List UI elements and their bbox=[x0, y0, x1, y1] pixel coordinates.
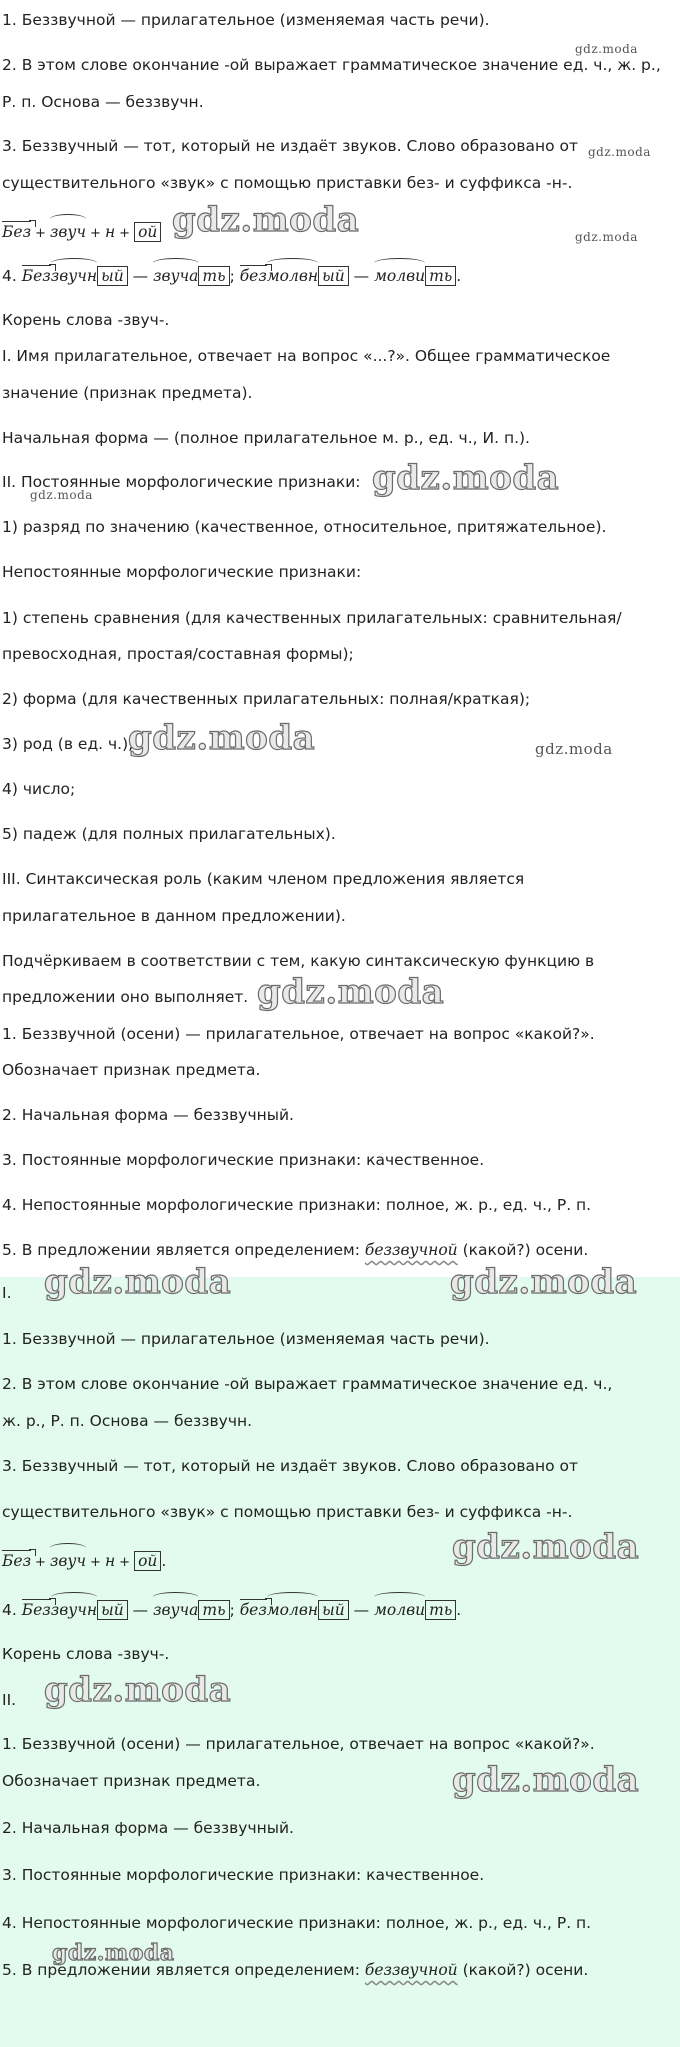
text-line: Непостоянные морфологические признаки: bbox=[2, 563, 362, 581]
suffix-morpheme: н bbox=[104, 1552, 116, 1570]
section-heading: II. bbox=[2, 1691, 17, 1709]
underlined-word: беззвучной bbox=[364, 1241, 458, 1259]
root-morpheme: звуч bbox=[50, 218, 86, 242]
ending-morpheme: ой bbox=[134, 1551, 161, 1571]
root-morpheme: звучн bbox=[51, 1596, 97, 1620]
text-line: предложении оно выполняет. bbox=[2, 988, 249, 1006]
watermark-logo: gdz.moda bbox=[128, 718, 316, 758]
watermark-logo: gdz.moda bbox=[452, 1527, 640, 1567]
section-heading: I. bbox=[2, 1284, 12, 1302]
root-morpheme: звуч bbox=[50, 1547, 86, 1571]
stem-morpheme: звуча bbox=[153, 262, 198, 286]
morpheme-breakdown: Без + звуч + н + ой . bbox=[2, 1547, 166, 1573]
text-line: 1) степень сравнения (для качественных прилагательных: сравнительная/ bbox=[2, 609, 622, 627]
stem-morpheme: звуча bbox=[153, 1596, 198, 1620]
definition-tail: (какой?) осени. bbox=[462, 1961, 589, 1979]
ending-morpheme: ть bbox=[425, 266, 456, 286]
stem-morpheme: молви bbox=[374, 1596, 425, 1620]
definition-tail: (какой?) осени. bbox=[462, 1241, 589, 1259]
text-line: Р. п. Основа — беззвучн. bbox=[2, 93, 204, 111]
ending-morpheme: ый bbox=[318, 1600, 349, 1620]
root-morpheme: молвн bbox=[267, 262, 318, 286]
text-line: 2. Начальная форма — беззвучный. bbox=[2, 1106, 294, 1124]
ending-morpheme: ый bbox=[318, 266, 349, 286]
text-line: Обозначает признак предмета. bbox=[2, 1061, 261, 1079]
text-line: Корень слова -звуч-. bbox=[2, 311, 170, 329]
watermark-logo: gdz.moda bbox=[30, 488, 93, 502]
text-line: 2. В этом слове окончание -ой выражает грамматическое значение ед. ч., ж. р., bbox=[2, 56, 661, 74]
word-analysis: 4. Беззвучн ый — звуча ть ; безмолвн ый — молви ть . bbox=[2, 1596, 461, 1620]
text-line: 2. Начальная форма — беззвучный. bbox=[2, 1819, 294, 1837]
text-line: 5) падеж (для полных прилагательных). bbox=[2, 825, 336, 843]
text-line: прилагательное в данном предложении). bbox=[2, 907, 346, 925]
text-line: значение (признак предмета). bbox=[2, 384, 253, 402]
text-line: существительного «звук» с помощью приставки без- и суффикса -н-. bbox=[2, 1503, 573, 1521]
text-line: II. Постоянные морфологические признаки: bbox=[2, 473, 361, 491]
watermark-logo: gdz.moda bbox=[575, 42, 638, 56]
watermark-logo: gdz.moda bbox=[52, 1940, 175, 1966]
text-line: 3. Беззвучный — тот, который не издаёт звуков. Слово образовано от bbox=[2, 1457, 579, 1475]
text-line: 4) число; bbox=[2, 780, 76, 798]
ending-morpheme: ть bbox=[198, 266, 229, 286]
text-line: Корень слова -звуч-. bbox=[2, 1645, 170, 1663]
prefix-morpheme: без bbox=[239, 1601, 267, 1619]
prefix-morpheme: Без bbox=[21, 267, 51, 285]
item-number: 4. bbox=[2, 267, 17, 285]
text-line: 1. Беззвучной — прилагательное (изменяемая часть речи). bbox=[2, 11, 490, 29]
text-line: 1. Беззвучной — прилагательное (изменяемая часть речи). bbox=[2, 1330, 490, 1348]
text-line: 3. Беззвучный — тот, который не издаёт звуков. Слово образовано от bbox=[2, 137, 579, 155]
stem-morpheme: молви bbox=[374, 262, 425, 286]
morpheme-breakdown: Без + звуч + н + ой bbox=[2, 218, 161, 244]
text-line: существительного «звук» с помощью приставки без- и суффикса -н-. bbox=[2, 174, 573, 192]
text-line: Начальная форма — (полное прилагательное м. р., ед. ч., И. п.). bbox=[2, 429, 530, 447]
text-line: ж. р., Р. п. Основа — беззвучн. bbox=[2, 1412, 253, 1430]
definition-label: 5. В предложении является определением: bbox=[2, 1241, 360, 1259]
text-line: 2) форма (для качественных прилагательных: полная/краткая); bbox=[2, 690, 531, 708]
text-line: Обозначает признак предмета. bbox=[2, 1772, 261, 1790]
text-line: 2. В этом слове окончание -ой выражает грамматическое значение ед. ч., bbox=[2, 1375, 613, 1393]
watermark-logo: gdz.moda bbox=[172, 200, 360, 240]
text-line: 3) род (в ед. ч.); bbox=[2, 735, 134, 753]
word-analysis: 4. Беззвучн ый — звуча ть ; безмолвн ый — молви ть . bbox=[2, 262, 461, 286]
watermark-logo: gdz.moda bbox=[535, 740, 613, 758]
definition-label: 5. В предложении является определением: bbox=[2, 1961, 360, 1979]
ending-morpheme: ый bbox=[97, 1600, 128, 1620]
watermark-logo: gdz.moda bbox=[450, 1262, 638, 1302]
watermark-logo: gdz.moda bbox=[44, 1262, 232, 1302]
text-line: 4. Непостоянные морфологические признаки: полное, ж. р., ед. ч., Р. п. bbox=[2, 1196, 592, 1214]
text-line: 3. Постоянные морфологические признаки: качественное. bbox=[2, 1151, 485, 1169]
ending-morpheme: ый bbox=[97, 266, 128, 286]
text-line: 1. Беззвучной (осени) — прилагательное, отвечает на вопрос «какой?». bbox=[2, 1025, 595, 1043]
definition-line bbox=[2, 1240, 588, 1260]
text-line: 1) разряд по значению (качественное, относительное, притяжательное). bbox=[2, 518, 607, 536]
text-line: 3. Постоянные морфологические признаки: качественное. bbox=[2, 1866, 485, 1884]
root-morpheme: молвн bbox=[267, 1596, 318, 1620]
prefix-morpheme: Без bbox=[2, 223, 32, 241]
ending-morpheme: ой bbox=[134, 222, 161, 242]
text-line: 4. Непостоянные морфологические признаки: полное, ж. р., ед. ч., Р. п. bbox=[2, 1914, 592, 1932]
watermark-logo: gdz.moda bbox=[452, 1760, 640, 1800]
watermark-logo: gdz.moda bbox=[44, 1670, 232, 1710]
suffix-morpheme: н bbox=[104, 223, 116, 241]
prefix-morpheme: без bbox=[239, 267, 267, 285]
underlined-word: беззвучной bbox=[364, 1961, 458, 1979]
root-morpheme: звучн bbox=[51, 262, 97, 286]
text-line: I. Имя прилагательное, отвечает на вопрос «...?». Общее грамматическое bbox=[2, 347, 611, 365]
ending-morpheme: ть bbox=[198, 1600, 229, 1620]
watermark-logo: gdz.moda bbox=[575, 230, 638, 244]
watermark-logo: gdz.moda bbox=[257, 972, 445, 1012]
ending-morpheme: ть bbox=[425, 1600, 456, 1620]
text-line: 1. Беззвучной (осени) — прилагательное, отвечает на вопрос «какой?». bbox=[2, 1735, 595, 1753]
prefix-morpheme: Без bbox=[2, 1552, 32, 1570]
watermark-logo: gdz.moda bbox=[372, 458, 560, 498]
text-line: превосходная, простая/составная формы); bbox=[2, 645, 354, 663]
prefix-morpheme: Без bbox=[21, 1601, 51, 1619]
text-line: Подчёркиваем в соответствии с тем, какую синтаксическую функцию в bbox=[2, 952, 595, 970]
text-line: III. Синтаксическая роль (каким членом предложения является bbox=[2, 870, 525, 888]
watermark-logo: gdz.moda bbox=[588, 145, 651, 159]
item-number: 4. bbox=[2, 1601, 17, 1619]
